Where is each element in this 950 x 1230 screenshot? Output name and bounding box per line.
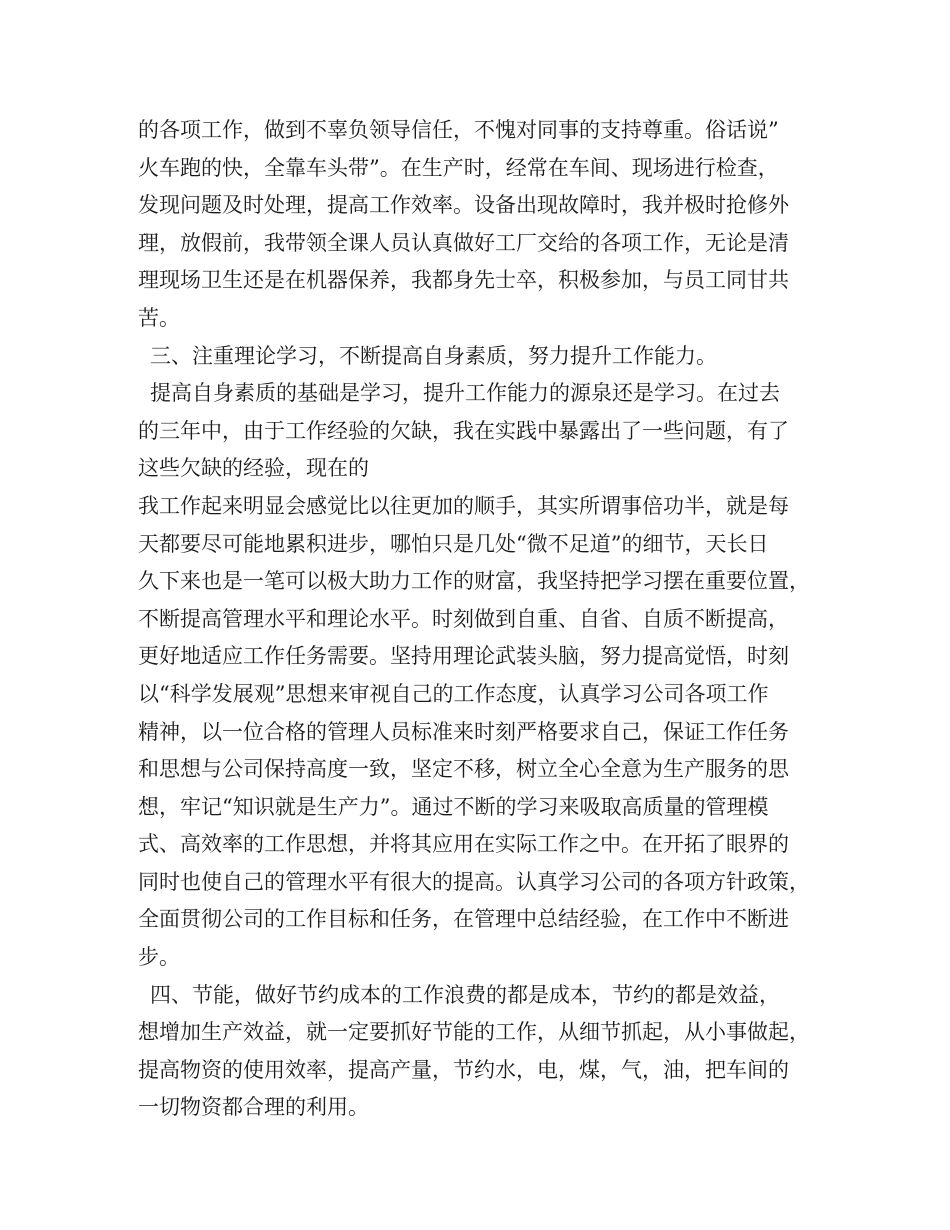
text-line: 的各项工作，做到不辜负领导信任，不愧对同事的支持尊重。俗话说” bbox=[138, 118, 779, 142]
text-line: 火车跑的快，全靠车头带”。在生产时，经常在车间、现场进行检查， bbox=[138, 155, 779, 180]
text-line: 想，牢记“知识就是生产力”。通过不断的学习来吸取高质量的管理模 bbox=[138, 794, 769, 819]
text-line: 这些欠缺的经验，现在的 bbox=[138, 456, 369, 481]
text-line: 三、注重理论学习，不断提高自身素质，努力提升工作能力。 bbox=[150, 343, 717, 368]
body-text bbox=[138, 112, 838, 1127]
text-line: 一切物资都合理的利用。 bbox=[138, 1095, 369, 1120]
text-line: 和思想与公司保持高度一致，坚定不移，树立全心全意为生产服务的思 bbox=[138, 757, 789, 782]
text-line: 天都要尽可能地累积进步，哪怕只是几处“微不足道”的细节，天长日 bbox=[138, 531, 769, 556]
text-line: 苦。 bbox=[138, 305, 180, 330]
text-line: 提高自身素质的基础是学习，提升工作能力的源泉还是学习。在过去 bbox=[150, 381, 780, 406]
text-line: 以“科学发展观”思想来审视自己的工作态度，认真学习公司各项工作 bbox=[138, 681, 769, 706]
text-line: 更好地适应工作任务需要。坚持用理论武装头脑，努力提高觉悟，时刻 bbox=[138, 644, 789, 669]
text-line: 式、高效率的工作思想，并将其应用在实际工作之中。在开拓了眼界的 bbox=[138, 832, 789, 857]
text-line: 发现问题及时处理，提高工作效率。设备出现故障时，我并极时抢修外 bbox=[138, 193, 789, 218]
text-line: 理，放假前，我带领全课人员认真做好工厂交给的各项工作，无论是清 bbox=[138, 230, 789, 255]
text-line: 提高物资的使用效率，提高产量，节约水，电，煤，气，油，把车间的 bbox=[138, 1057, 789, 1082]
text-line: 步。 bbox=[138, 945, 180, 970]
text-line: 我工作起来明显会感觉比以往更加的顺手，其实所谓事倍功半，就是每 bbox=[138, 493, 789, 518]
text-line: 同时也使自己的管理水平有很大的提高。认真学习公司的各项方针政策， bbox=[138, 869, 810, 894]
text-line: 的三年中，由于工作经验的欠缺，我在实践中暴露出了一些问题，有了 bbox=[138, 418, 789, 443]
text-line: 全面贯彻公司的工作目标和任务，在管理中总结经验，在工作中不断进 bbox=[138, 907, 789, 932]
text-line: 理现场卫生还是在机器保养，我都身先士卒，积极参加，与员工同甘共 bbox=[138, 268, 789, 293]
text-line: 四、节能，做好节约成本的工作浪费的都是成本，节约的都是效益， bbox=[150, 982, 780, 1007]
text-line: 想增加生产效益，就一定要抓好节能的工作，从细节抓起，从小事做起， bbox=[138, 1020, 810, 1045]
text-line: 不断提高管理水平和理论水平。时刻做到自重、自省、自质不断提高， bbox=[138, 606, 789, 631]
text-line: 精神，以一位合格的管理人员标准来时刻严格要求自己，保证工作任务 bbox=[138, 719, 789, 744]
text-line: 久下来也是一笔可以极大助力工作的财富，我坚持把学习摆在重要位置， bbox=[138, 569, 810, 594]
